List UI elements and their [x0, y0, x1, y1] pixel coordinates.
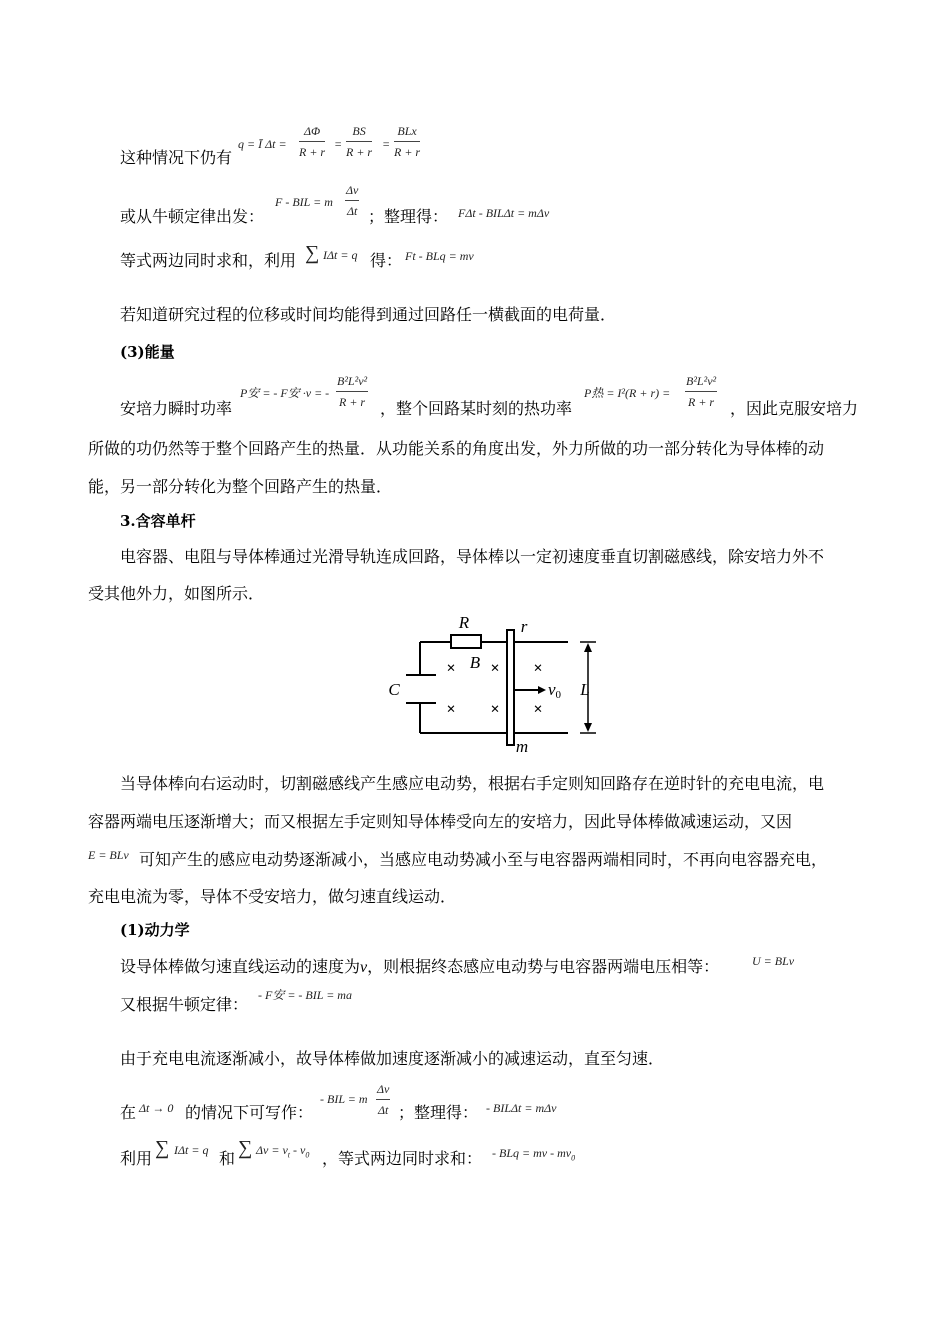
- label-r: r: [520, 617, 528, 636]
- text-line: 安培力瞬时功率: [120, 399, 233, 418]
- math-expression: IΔt = q: [323, 248, 358, 262]
- math-expression: P安 = - F安 ·v = -: [240, 386, 330, 400]
- text-line: 得：: [370, 251, 403, 270]
- math-fraction: $\frac{\Delta\Phi}{R + r}$: [299, 124, 326, 159]
- field-cross: ×: [533, 701, 543, 718]
- arrow-head-icon: [538, 686, 546, 694]
- math-expression: - BIL = m: [320, 1092, 368, 1106]
- label-C: C: [388, 680, 400, 699]
- text-line: 受其他外力，如图所示．: [88, 584, 265, 603]
- text-line: 又根据牛顿定律：: [120, 995, 249, 1014]
- text-line: 由于充电电流逐渐减小，故导体棒做加速度逐渐减小的减速运动，直至匀速．: [120, 1049, 665, 1068]
- math-expression: IΔt = q: [174, 1143, 209, 1157]
- text-line: 在: [120, 1103, 137, 1122]
- label-L: L: [580, 680, 590, 699]
- field-cross: ×: [490, 701, 500, 718]
- sum-symbol: ∑: [155, 1137, 170, 1159]
- text-line: 所做的功仍然等于整个回路产生的热量．从功能关系的角度出发，外力所做的功一部分转化为导体棒的动: [88, 439, 825, 458]
- math-fraction: BLx R + r: [394, 124, 421, 159]
- label-v0: v0: [548, 680, 562, 701]
- math-expression: U = BLv: [752, 954, 795, 968]
- text-line: 若知道研究过程的位移或时间均能得到通过回路任一横截面的电荷量．: [120, 305, 617, 324]
- text-line: 当导体棒向右运动时，切割磁感线产生感应电动势，根据右手定则知回路存在逆时针的充电电流，电: [120, 774, 825, 793]
- sum-symbol: ∑: [238, 1137, 253, 1159]
- math-fraction: $\frac{\text{B²L²v²}}{R + r}$: [337, 374, 368, 409]
- math-expression: q = Ī Δt =: [238, 137, 287, 151]
- section-heading: (3)能量: [120, 343, 175, 361]
- math-fraction: $\frac{\text{B²L²v²}}{R + r}$: [686, 374, 717, 409]
- sum-symbol: ∑: [305, 242, 320, 264]
- resistor: [451, 635, 481, 648]
- math-expression: Ft - BLq = mv: [405, 249, 474, 263]
- math-symbol: =: [334, 137, 343, 151]
- math-fraction: $\frac{\Delta v}{\Delta t}$: [377, 1082, 390, 1117]
- text-line: ，等式两边同时求和：: [322, 1149, 483, 1168]
- field-cross: ×: [446, 701, 456, 718]
- field-cross: ×: [446, 660, 456, 677]
- label-m: m: [515, 737, 529, 756]
- field-cross: ×: [490, 660, 500, 677]
- text-line: 充电电流为零，导体不受安培力，做匀速直线运动．: [88, 887, 457, 906]
- text-line: ；整理得：: [398, 1103, 479, 1122]
- label-B: B: [469, 653, 481, 672]
- math-expression: F - BIL = m: [275, 195, 333, 209]
- label-R: R: [458, 613, 470, 632]
- text-line: 或从牛顿定律出发：: [120, 207, 265, 226]
- math-expression: FΔt - BILΔt = mΔv: [458, 206, 550, 220]
- section-heading: 3.含容单杆: [120, 512, 196, 530]
- math-expression: E = BLv: [88, 848, 129, 862]
- text-line: 设导体棒做匀速直线运动的速度为v，则根据终态感应电动势与电容器两端电压相等：: [120, 957, 720, 976]
- arrow-head-icon: [584, 723, 592, 732]
- text-line: 可知产生的感应电动势逐渐减小，当感应电动势减小至与电容器两端相同时，不再向电容器充电，: [139, 850, 828, 869]
- text-line: 利用: [120, 1149, 153, 1168]
- text-line: 容器两端电压逐渐增大；而又根据左手定则知导体棒受向左的安培力，因此导体棒做减速运动，又因: [88, 812, 793, 831]
- text-line: ；整理得：: [368, 207, 449, 226]
- text-line: ，因此克服安培力: [730, 399, 859, 418]
- circuit-diagram: [380, 610, 610, 760]
- text-line: 能，另一部分转化为整个回路产生的热量．: [88, 477, 393, 496]
- text-line: 电容器、电阻与导体棒通过光滑导轨连成回路，导体棒以一定初速度垂直切割磁感线，除安培力外不: [120, 547, 825, 566]
- conductor-rod: [507, 630, 514, 745]
- text-line: 的情况下可写作：: [185, 1103, 314, 1122]
- math-expression: P热 = I²(R + r) =: [584, 386, 671, 400]
- math-expression: - F安 = - BIL = ma: [258, 988, 352, 1002]
- field-cross: ×: [533, 660, 543, 677]
- text-line: 等式两边同时求和，利用: [120, 251, 297, 270]
- math-fraction: $\frac{BS}{R + r}$: [346, 124, 373, 159]
- math-symbol: =: [382, 137, 391, 151]
- text-line: ，整个回路某时刻的热功率: [380, 399, 573, 418]
- text-line: 这种情况下仍有: [120, 148, 233, 167]
- section-heading: (1)动力学: [120, 921, 190, 939]
- math-fraction: $\frac{\Delta v}{\Delta t}$: [346, 183, 359, 218]
- text-line: 和: [219, 1149, 236, 1168]
- math-expression: - BILΔt = mΔv: [486, 1101, 557, 1115]
- math-expression: $\Delta v = v_t - v_0$: [256, 1143, 310, 1160]
- math-expression: - BLq = mv - $mv_0$: [492, 1146, 576, 1163]
- math-expression: Δt → 0: [139, 1101, 174, 1115]
- arrow-head-icon: [584, 643, 592, 652]
